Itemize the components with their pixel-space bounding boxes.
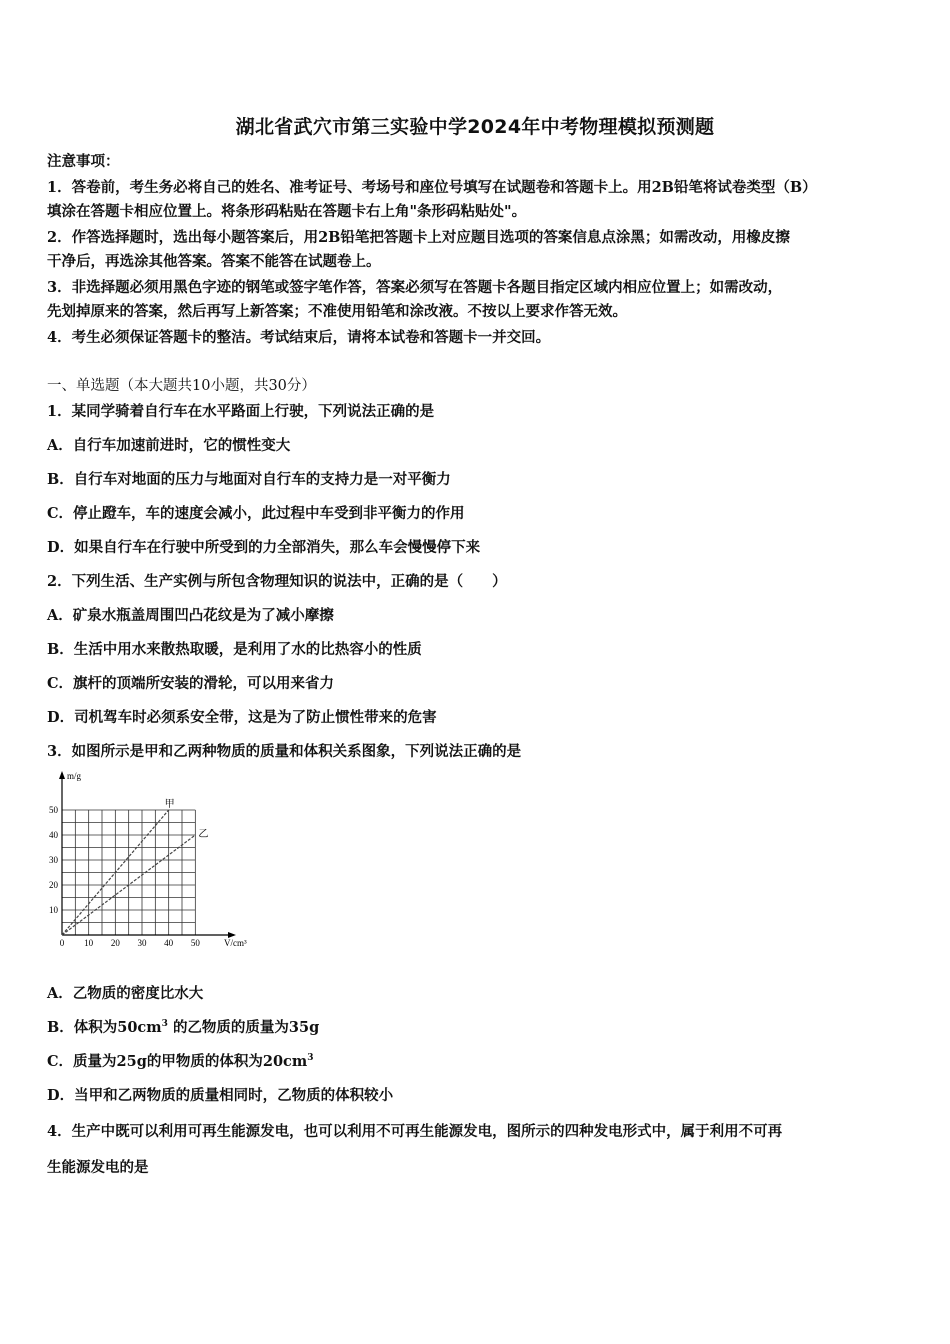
y-tick-label: 50: [49, 805, 58, 815]
question-2-option-a: A．矿泉水瓶盖周围凹凸花纹是为了减小摩擦: [47, 607, 334, 624]
notice-line-1: 1．答卷前，考生务必将自己的姓名、准考证号、考场号和座位号填写在试题卷和答题卡上。用2B铅笔将试卷类型（B）: [47, 179, 817, 196]
question-4-stem-line-2: 生能源发电的是: [47, 1159, 149, 1176]
notice-line-6: 先划掉原来的答案，然后再写上新答案；不准使用铅笔和涂改液。不按以上要求作答无效。: [47, 303, 627, 320]
question-2-option-b: B．生活中用水来散热取暖，是利用了水的比热容小的性质: [47, 641, 422, 658]
question-2-option-c: C．旗杆的顶端所安装的滑轮，可以用来省力: [47, 675, 335, 692]
notice-line-7: 4．考生必须保证答题卡的整洁。考试结束后，请将本试卷和答题卡一并交回。: [47, 329, 551, 346]
option-c-text: C．质量为25g的甲物质的体积为20cm: [47, 1053, 308, 1070]
notice-line-3: 2．作答选择题时，选出每小题答案后，用2B铅笔把答题卡上对应题目选项的答案信息点涂黑；如需改动，用橡皮擦: [47, 229, 790, 246]
y-axis-label: m/g: [67, 771, 82, 781]
question-3-option-d: D．当甲和乙两物质的质量相同时，乙物质的体积较小: [47, 1087, 394, 1104]
question-1-option-b: B．自行车对地面的压力与地面对自行车的支持力是一对平衡力: [47, 471, 451, 488]
y-tick-label: 40: [49, 830, 58, 840]
x-axis-label: V/cm³: [224, 938, 247, 948]
option-b-text-pre: B．体积为50cm: [47, 1019, 162, 1036]
option-b-text-post: 的乙物质的质量为35g: [172, 1019, 320, 1036]
x-tick-label: 30: [137, 938, 147, 948]
question-3-option-a: A．乙物质的密度比水大: [47, 985, 204, 1002]
section-heading: 一、单选题（本大题共10小题，共30分）: [47, 378, 316, 394]
y-tick-label: 10: [49, 905, 58, 915]
question-1-option-a: A．自行车加速前进时，它的惯性变大: [47, 437, 291, 454]
question-1-option-c: C．停止蹬车，车的速度会减小，此过程中车受到非平衡力的作用: [47, 505, 465, 522]
notice-line-2: 填涂在答题卡相应位置上。将条形码粘贴在答题卡右上角"条形码粘贴处"。: [47, 203, 527, 220]
y-axis-arrow: [59, 771, 65, 779]
chart-axes: [59, 771, 236, 938]
chart-ticks: [49, 771, 247, 948]
question-4-stem-line-1: 4．生产中既可以利用可再生能源发电，也可以利用不可再生能源发电，图所示的四种发电形式中，属于利用不可再: [47, 1123, 783, 1140]
question-2-stem: 2．下列生活、生产实例与所包含物理知识的说法中，正确的是（ ）: [47, 573, 507, 590]
x-tick-label: 0: [59, 938, 65, 948]
chart-series: [62, 798, 208, 935]
question-3-option-b: [47, 1018, 319, 1038]
question-2-option-d: D．司机驾车时必须系安全带，这是为了防止惯性带来的危害: [47, 709, 437, 726]
chart-grid: [62, 810, 195, 935]
x-tick-label: 40: [164, 938, 174, 948]
x-tick-label: 50: [190, 938, 200, 948]
series-label-yi: 乙: [198, 829, 209, 840]
question-3-option-c: [47, 1052, 313, 1072]
question-1-option-d: D．如果自行车在行驶中所受到的力全部消失，那么车会慢慢停下来: [47, 539, 481, 556]
option-b-superscript: 3: [161, 1019, 168, 1029]
question-3-stem: 3．如图所示是甲和乙两种物质的质量和体积关系图象，下列说法正确的是: [47, 743, 522, 760]
question-1-stem: 1．某同学骑着自行车在水平路面上行驶，下列说法正确的是: [47, 403, 435, 420]
notice-line-4: 干净后，再选涂其他答案。答案不能答在试题卷上。: [47, 253, 381, 270]
mass-volume-chart: [40, 770, 250, 955]
notice-line-5: 3．非选择题必须用黑色字迹的钢笔或签字笔作答，答案必须写在答题卡各题目指定区域内相应位置上；如需改动，: [47, 279, 783, 296]
y-tick-label: 20: [49, 880, 58, 890]
option-c-superscript: 3: [307, 1053, 314, 1063]
x-tick-label: 10: [84, 938, 94, 948]
series-label-jia: 甲: [164, 799, 175, 810]
y-tick-label: 30: [49, 855, 58, 865]
notice-heading: 注意事项：: [47, 153, 120, 170]
page-title: 湖北省武穴市第三实验中学2024年中考物理模拟预测题: [235, 116, 715, 138]
x-tick-label: 20: [110, 938, 120, 948]
